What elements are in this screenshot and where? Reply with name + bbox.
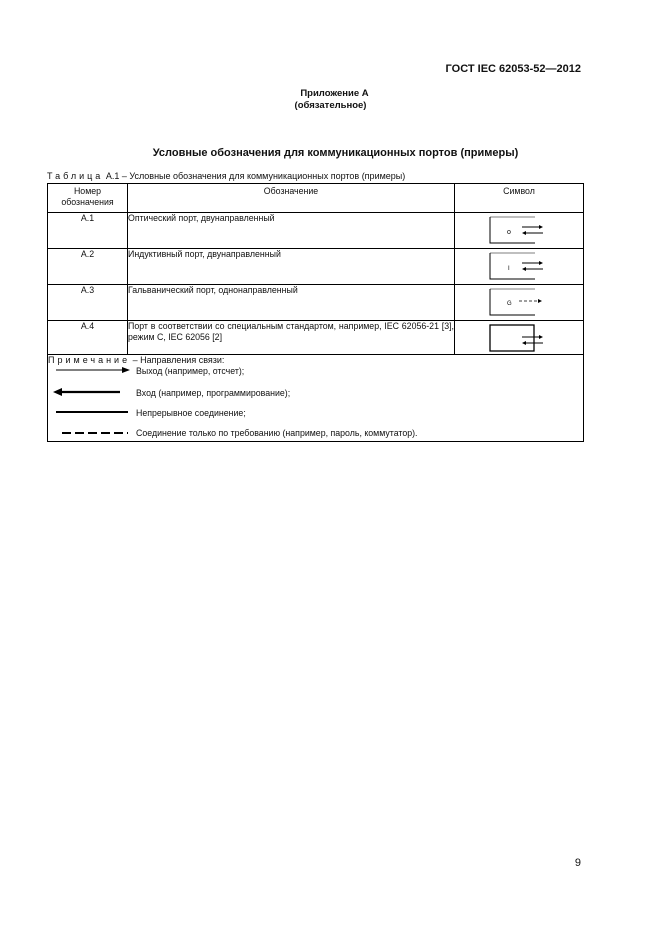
column-header-designation: Обозначение <box>128 184 455 213</box>
table-row <box>48 213 584 249</box>
table-row <box>48 321 584 355</box>
table-row <box>48 285 584 321</box>
note-item-text: Вход (например, программирование); <box>136 388 291 398</box>
row-number: А.1 <box>48 213 128 249</box>
input-arrowhead <box>522 231 526 235</box>
note-item-text: Непрерывное соединение; <box>136 408 246 418</box>
input-arrow-icon <box>52 388 132 398</box>
appendix-status: (обязательное) <box>294 100 367 111</box>
output-arrowhead <box>539 261 543 265</box>
row-description: Индуктивный порт, двунаправленный <box>128 249 455 285</box>
table-caption-word: Таблица <box>47 171 104 181</box>
row-symbol <box>455 321 584 355</box>
input-arrowhead <box>522 267 526 271</box>
table-note-row <box>48 355 584 442</box>
document-header: ГОСТ IEC 62053-52—2012 <box>445 63 581 75</box>
row-number: А.4 <box>48 321 128 355</box>
table-row <box>48 249 584 285</box>
section-title: Условные обозначения для коммуникационных портов (примеры) <box>152 147 519 159</box>
appendix-title: Приложение А <box>300 88 369 99</box>
column-header-symbol: Символ <box>455 184 584 213</box>
column-header-number <box>48 184 128 213</box>
column-header-number-line1: Номер <box>73 186 102 196</box>
note-item-input <box>48 387 583 407</box>
table-note <box>48 355 584 442</box>
note-item-output <box>48 365 583 387</box>
note-item-text: Соединение только по требованию (например, пароль, коммутатор). <box>136 428 418 438</box>
row-description: Порт в соответствии со специальным стандартом, например, IEC 62056-21 [3], режим C, IEC 62056 [2] <box>128 321 455 355</box>
symbol-letter: G <box>507 301 512 307</box>
row-description: Оптический порт, двунаправленный <box>128 213 455 249</box>
special-standard-port-symbol <box>489 324 549 352</box>
input-arrowhead <box>522 341 526 345</box>
output-arrowhead <box>539 225 543 229</box>
table-caption-text: А.1 – Условные обозначения для коммуникационных портов (примеры) <box>105 171 406 181</box>
table-caption <box>47 171 405 181</box>
optical-port-symbol <box>489 216 549 244</box>
dashed-arrowhead <box>538 299 542 303</box>
row-description: Гальванический порт, однонаправленный <box>128 285 455 321</box>
symbol-letter: o <box>507 229 511 236</box>
page-number: 9 <box>574 857 581 869</box>
symbols-table <box>47 183 584 442</box>
note-label: Примечание <box>48 355 131 365</box>
row-symbol <box>455 285 584 321</box>
symbol-letter: I <box>508 266 510 272</box>
output-arrowhead <box>539 335 543 339</box>
note-heading <box>48 355 583 365</box>
row-number: А.2 <box>48 249 128 285</box>
appendix-heading <box>0 88 661 112</box>
row-number: А.3 <box>48 285 128 321</box>
continuous-line-icon <box>52 408 132 418</box>
row-symbol <box>455 213 584 249</box>
inductive-port-symbol <box>489 252 549 280</box>
note-text: – Направления связи: <box>132 355 225 365</box>
output-arrow-icon <box>52 366 132 376</box>
table-header-row <box>48 184 584 213</box>
row-symbol <box>455 249 584 285</box>
note-item-continuous <box>48 407 583 427</box>
note-item-text: Выход (например, отсчет); <box>136 366 245 376</box>
dashed-line-icon <box>52 428 132 438</box>
galvanic-port-symbol <box>489 288 549 316</box>
column-header-number-line2: обозначения <box>61 197 114 207</box>
note-item-on-demand <box>48 427 583 441</box>
